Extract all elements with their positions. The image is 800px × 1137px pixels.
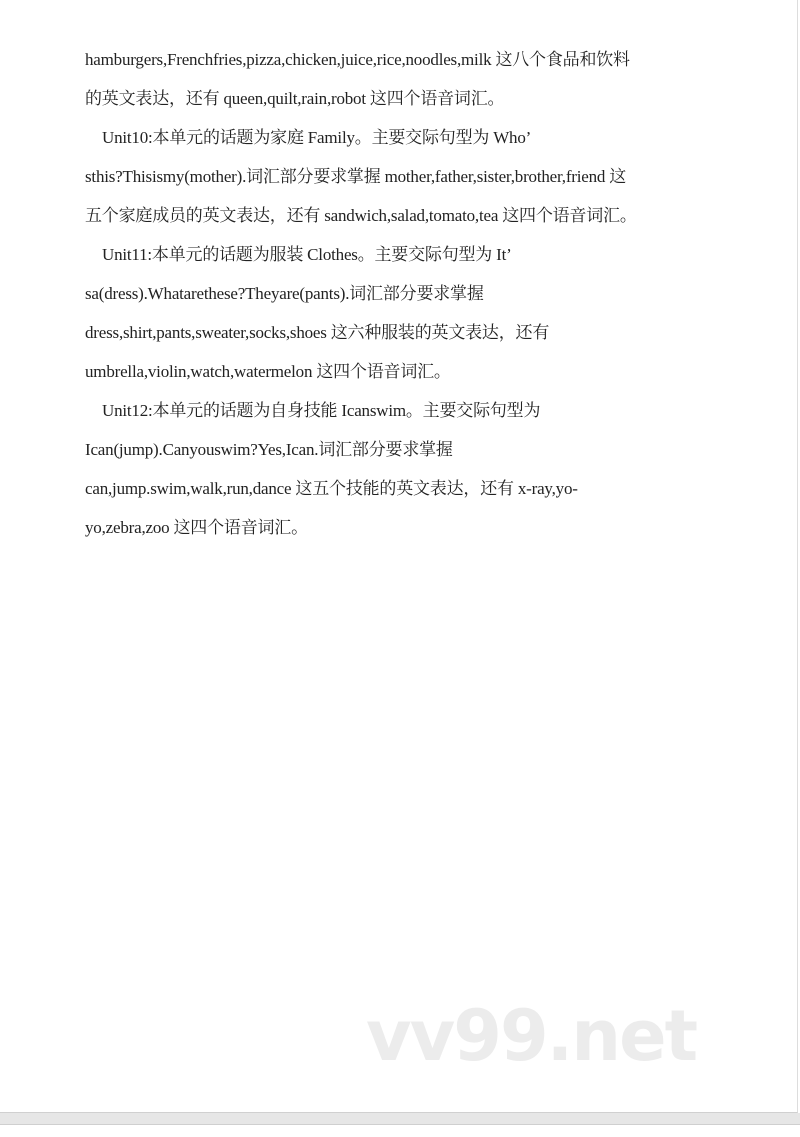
text-line: sa(dress).Whatarethese?Theyare(pants).词汇部分要求掌握: [85, 284, 484, 303]
paragraph-unit10: Unit10:本单元的话题为家庭 Family。主要交际句型为 Who’: [102, 128, 532, 147]
paragraph-unit12: Unit12:本单元的话题为自身技能 Icanswim。主要交际句型为: [102, 401, 541, 420]
text-line: yo,zebra,zoo 这四个语音词汇。: [85, 518, 308, 537]
text-line: umbrella,violin,watch,watermelon 这四个语音词汇。: [85, 362, 451, 381]
text-line: Ican(jump).Canyouswim?Yes,Ican.词汇部分要求掌握: [85, 440, 453, 459]
text-line: can,jump.swim,walk,run,dance 这五个技能的英文表达，还有 x-ray,yo-: [85, 479, 578, 498]
text-line: dress,shirt,pants,sweater,socks,shoes 这六种服装的英文表达，还有: [85, 323, 550, 342]
page-separator: [0, 1113, 800, 1125]
text-line: 五个家庭成员的英文表达，还有 sandwich,salad,tomato,tea 这四个语音词汇。: [85, 206, 637, 225]
text-line: 的英文表达，还有 queen,quilt,rain,robot 这四个语音词汇。: [85, 89, 505, 108]
watermark: vv99.net: [366, 995, 697, 1077]
text-line: hamburgers,Frenchfries,pizza,chicken,juice,rice,noodles,milk 这八个食品和饮料: [85, 50, 630, 69]
text-line: sthis?Thisismy(mother).词汇部分要求掌握 mother,father,sister,brother,friend 这: [85, 167, 627, 186]
paragraph-unit11: Unit11:本单元的话题为服装 Clothes。主要交际句型为 It’: [102, 245, 512, 264]
